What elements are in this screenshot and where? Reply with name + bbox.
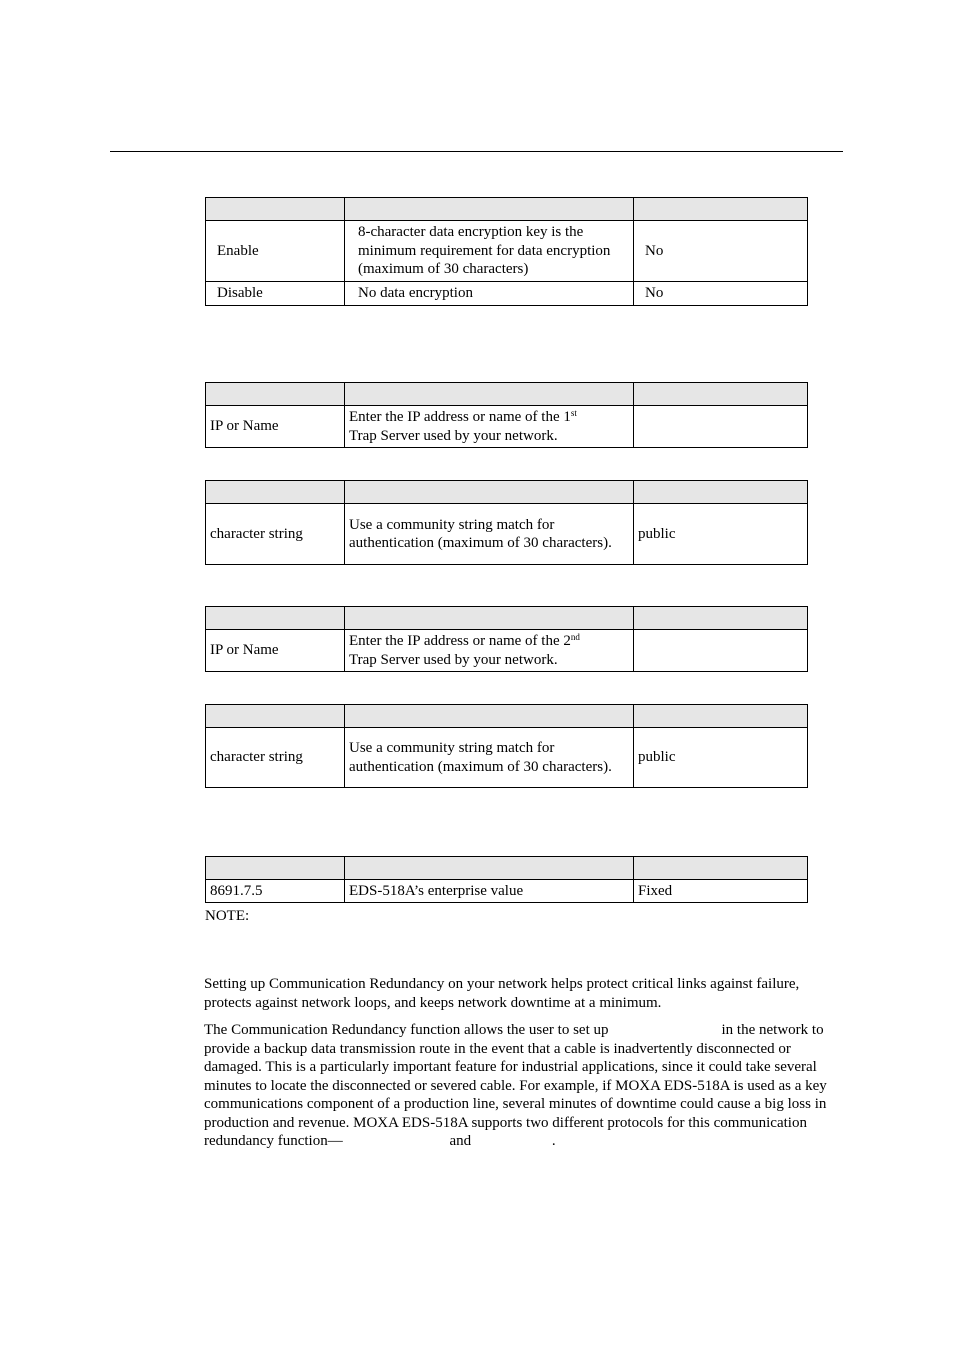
description-cell: Use a community string match for authentication (maximum of 30 characters).: [345, 728, 634, 788]
default-cell: [634, 406, 808, 448]
description-cell: Enter the IP address or name of the 1st Trap Server used by your network.: [345, 406, 634, 448]
default-cell: No: [634, 221, 808, 282]
table-header-row: [206, 481, 808, 504]
trap2-server-table: [205, 606, 808, 672]
enterprise-oid-table: [205, 856, 808, 903]
header-rule: [110, 151, 843, 152]
description-cell: No data encryption: [345, 282, 634, 306]
setting-cell: 8691.7.5: [206, 880, 345, 903]
default-cell: public: [634, 728, 808, 788]
body-paragraph: The Communication Redundancy function allows the user to set up in the network to provide a backup data transmission route in the event that a cable is inadvertently disconnected or damaged. This is a particularly important feature for industrial applications, since it could take several minutes to locate the disconnected or severed cable. For example, if MOXA EDS-518A is used as a key communications component of a production line, several minutes of downtime could cause a big loss in production and revenue. MOXA EDS-518A supports two different protocols for this communication redundancy function— and .: [204, 1022, 827, 1149]
description-cell: 8-character data encryption key is the minimum requirement for data encryption (maximum of 30 characters): [345, 221, 634, 282]
note-label: NOTE:: [205, 908, 250, 924]
table-row: [206, 728, 808, 788]
trap2-community-table: [205, 704, 808, 788]
table-header-row: [206, 383, 808, 406]
description-cell: EDS-518A’s enterprise value: [345, 880, 634, 903]
setting-cell: IP or Name: [206, 630, 345, 672]
table-header-row: [206, 857, 808, 880]
encryption-table: [205, 197, 808, 306]
setting-cell: character string: [206, 504, 345, 565]
table-row: [206, 282, 808, 306]
setting-cell: Enable: [206, 221, 345, 282]
table-row: [206, 630, 808, 672]
description-cell: Enter the IP address or name of the 2nd Trap Server used by your network.: [345, 630, 634, 672]
default-cell: [634, 630, 808, 672]
intro-paragraph: Setting up Communication Redundancy on your network helps protect critical links against failure, protects against network loops, and keeps network downtime at a minimum.: [204, 976, 800, 1011]
description-cell: Use a community string match for authentication (maximum of 30 characters).: [345, 504, 634, 565]
default-cell: No: [634, 282, 808, 306]
trap1-server-table: [205, 382, 808, 448]
table-header-row: [206, 705, 808, 728]
setting-cell: IP or Name: [206, 406, 345, 448]
table-row: [206, 221, 808, 282]
default-cell: public: [634, 504, 808, 565]
table-header-row: [206, 198, 808, 221]
trap1-community-table: [205, 480, 808, 565]
setting-cell: character string: [206, 728, 345, 788]
table-row: [206, 406, 808, 448]
setting-cell: Disable: [206, 282, 345, 306]
default-cell: Fixed: [634, 880, 808, 903]
table-row: [206, 880, 808, 903]
table-row: [206, 504, 808, 565]
table-header-row: [206, 607, 808, 630]
